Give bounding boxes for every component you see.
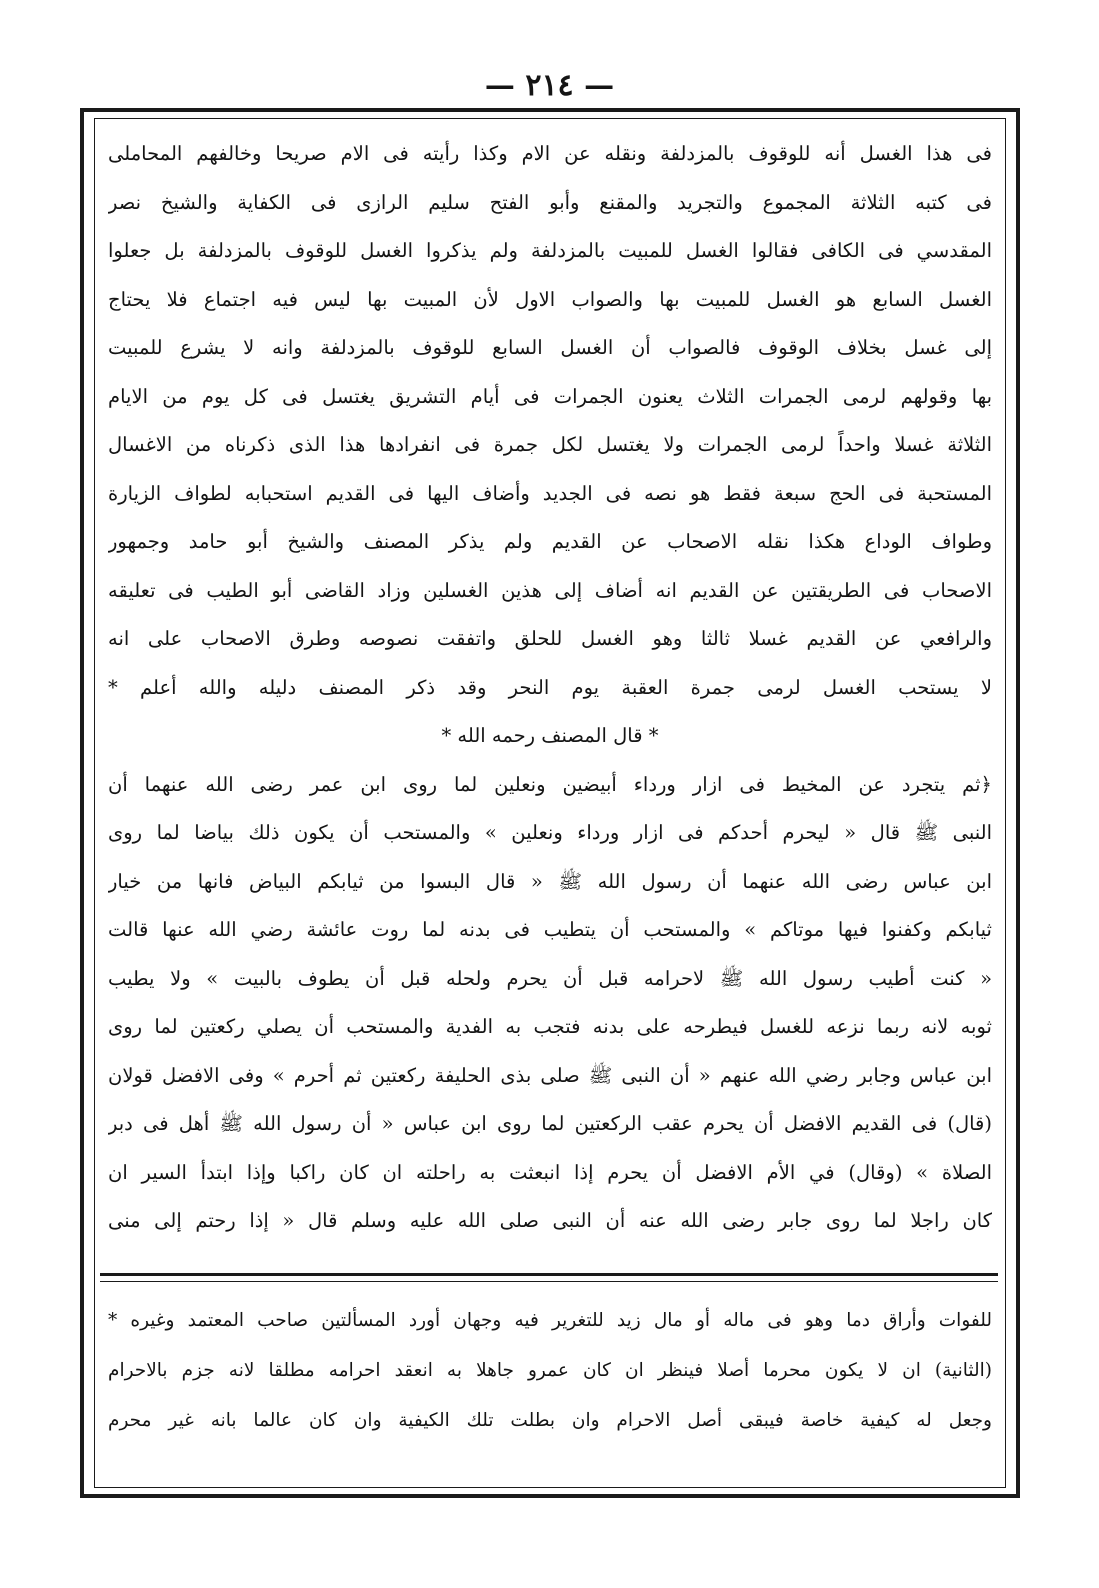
footnote-divider-thick <box>100 1273 998 1276</box>
main-line-11: والرافعي عن القديم غسلا ثالثا وهو الغسل للحلق واتفقت نصوصه وطرق الاصحاب على انه <box>108 627 992 650</box>
main-line-18: « كنت أطيب رسول الله ﷺ لاحرامه قبل أن يحرم ولحله قبل أن يطوف بالبيت » ولا يطيب <box>108 966 992 990</box>
footnote-block <box>108 1296 992 1446</box>
footnote-line-1: للفوات وأراق دما وهو فى ماله أو مال زيد للتغرير فيه وجهان أورد المسألتين صاحب المعتمد وغيره * <box>108 1310 992 1331</box>
main-line-10: الاصحاب فى الطريقتين عن القديم انه أضاف إلى هذين الغسلين وزاد القاضى أبو الطيب فى تعليقه <box>108 578 992 602</box>
main-line-17: ثيابكم وكفنوا فيها موتاكم » والمستحب أن يتطيب فى بدنه لما روت عائشة رضي الله عنها قالت <box>108 918 992 941</box>
main-line-20: ابن عباس وجابر رضي الله عنهم « أن النبى ﷺ صلى بذى الحليفة ركعتين ثم أحرم » وفى الافضل قولان <box>108 1063 992 1087</box>
footnote-line-2: (الثانية) ان لا يكون محرما أصلا فينظر ان كان عمرو جاهلا به انعقد احرامه مطلقا لانه جزم بالاحرام <box>108 1360 992 1381</box>
main-line-1: فى هذا الغسل أنه للوقوف بالمزدلفة ونقله عن الام وكذا رأيته فى الام صريحا وخالفهم المحاملى <box>108 142 992 165</box>
main-line-16: ابن عباس رضى الله عنهما أن رسول الله ﷺ « قال البسوا من ثيابكم البياض فانها من خيار <box>108 869 992 893</box>
main-line-8: المستحبة فى الحج سبعة فقط هو نصه فى الجديد وأضاف اليها فى القديم استحبابه لطواف الزيارة <box>108 481 992 505</box>
main-line-21: (قال) فى القديم الافضل أن يحرم عقب الركعتين لما روى ابن عباس « أن رسول الله ﷺ أهل فى دبر <box>108 1112 992 1135</box>
section-heading: * قال المصنف رحمه الله * <box>441 724 659 747</box>
main-line-14: ﴿ثم يتجرد عن المخيط فى ازار ورداء أبيضين ونعلين لما روى ابن عمر رضى الله عنهما أن <box>108 772 992 796</box>
main-line-19: ثوبه لانه ربما نزعه للغسل فيطرحه على بدنه فتجب به الفدية والمستحب أن يصلي ركعتين لما روى <box>108 1015 992 1038</box>
main-line-22: الصلاة » (وقال) في الأم الافضل أن يحرم إذا انبعثت به راحلته ان كان راكبا وإذا ابتدأ السير ان <box>108 1160 992 1184</box>
footnote-divider-thin <box>100 1281 998 1282</box>
main-line-6: بها وقولهم لرمى الجمرات الثلاث يعنون الجمرات فى أيام التشريق يغتسل فى كل يوم من الايام <box>108 384 992 408</box>
main-text-block <box>108 130 992 1246</box>
main-line-2: فى كتبه الثلاثة المجموع والتجريد والمقنع وأبو الفتح سليم الرازى فى الكفاية والشيخ نصر <box>108 190 992 214</box>
main-line-9: وطواف الوداع هكذا نقله الاصحاب عن القديم ولم يذكر المصنف والشيخ أبو حامد وجمهور <box>108 530 992 553</box>
main-line-12: لا يستحب الغسل لرمى جمرة العقبة يوم النحر وقد ذكر المصنف دليله والله أعلم * <box>108 675 992 699</box>
main-line-15: النبى ﷺ قال « ليحرم أحدكم فى ازار ورداء ونعلين » والمستحب أن يكون ذلك بياضا لما روى <box>108 821 992 844</box>
main-line-3: المقدسي فى الكافى فقالوا الغسل للمبيت بالمزدلفة ولم يذكروا الغسل للوقوف بالمزدلفة بل جعلوا <box>108 239 992 262</box>
footnote-line-3: وجعل له كيفية خاصة فيبقى أصل الاحرام وان بطلت تلك الكيفية وان كان عالما بانه غير محرم <box>108 1410 992 1431</box>
main-line-4: الغسل السابع هو الغسل للمبيت بها والصواب الاول لأن المبيت بها ليس فيه اجتماع فلا يحتاج <box>108 287 992 311</box>
main-line-23: كان راجلا لما روى جابر رضى الله عنه أن النبى صلى الله عليه وسلم قال « إذا رحتم إلى منى <box>108 1209 992 1232</box>
main-line-5: إلى غسل بخلاف الوقوف فالصواب أن الغسل السابع للوقوف بالمزدلفة وانه لا يشرع للمبيت <box>108 336 992 359</box>
page-number: — ٢١٤ — <box>484 68 615 103</box>
main-line-7: الثلاثة غسلا واحداً لرمى الجمرات ولا يغتسل لكل جمرة فى انفرادها هذا الذى ذكرناه من الاغسال <box>108 433 992 456</box>
